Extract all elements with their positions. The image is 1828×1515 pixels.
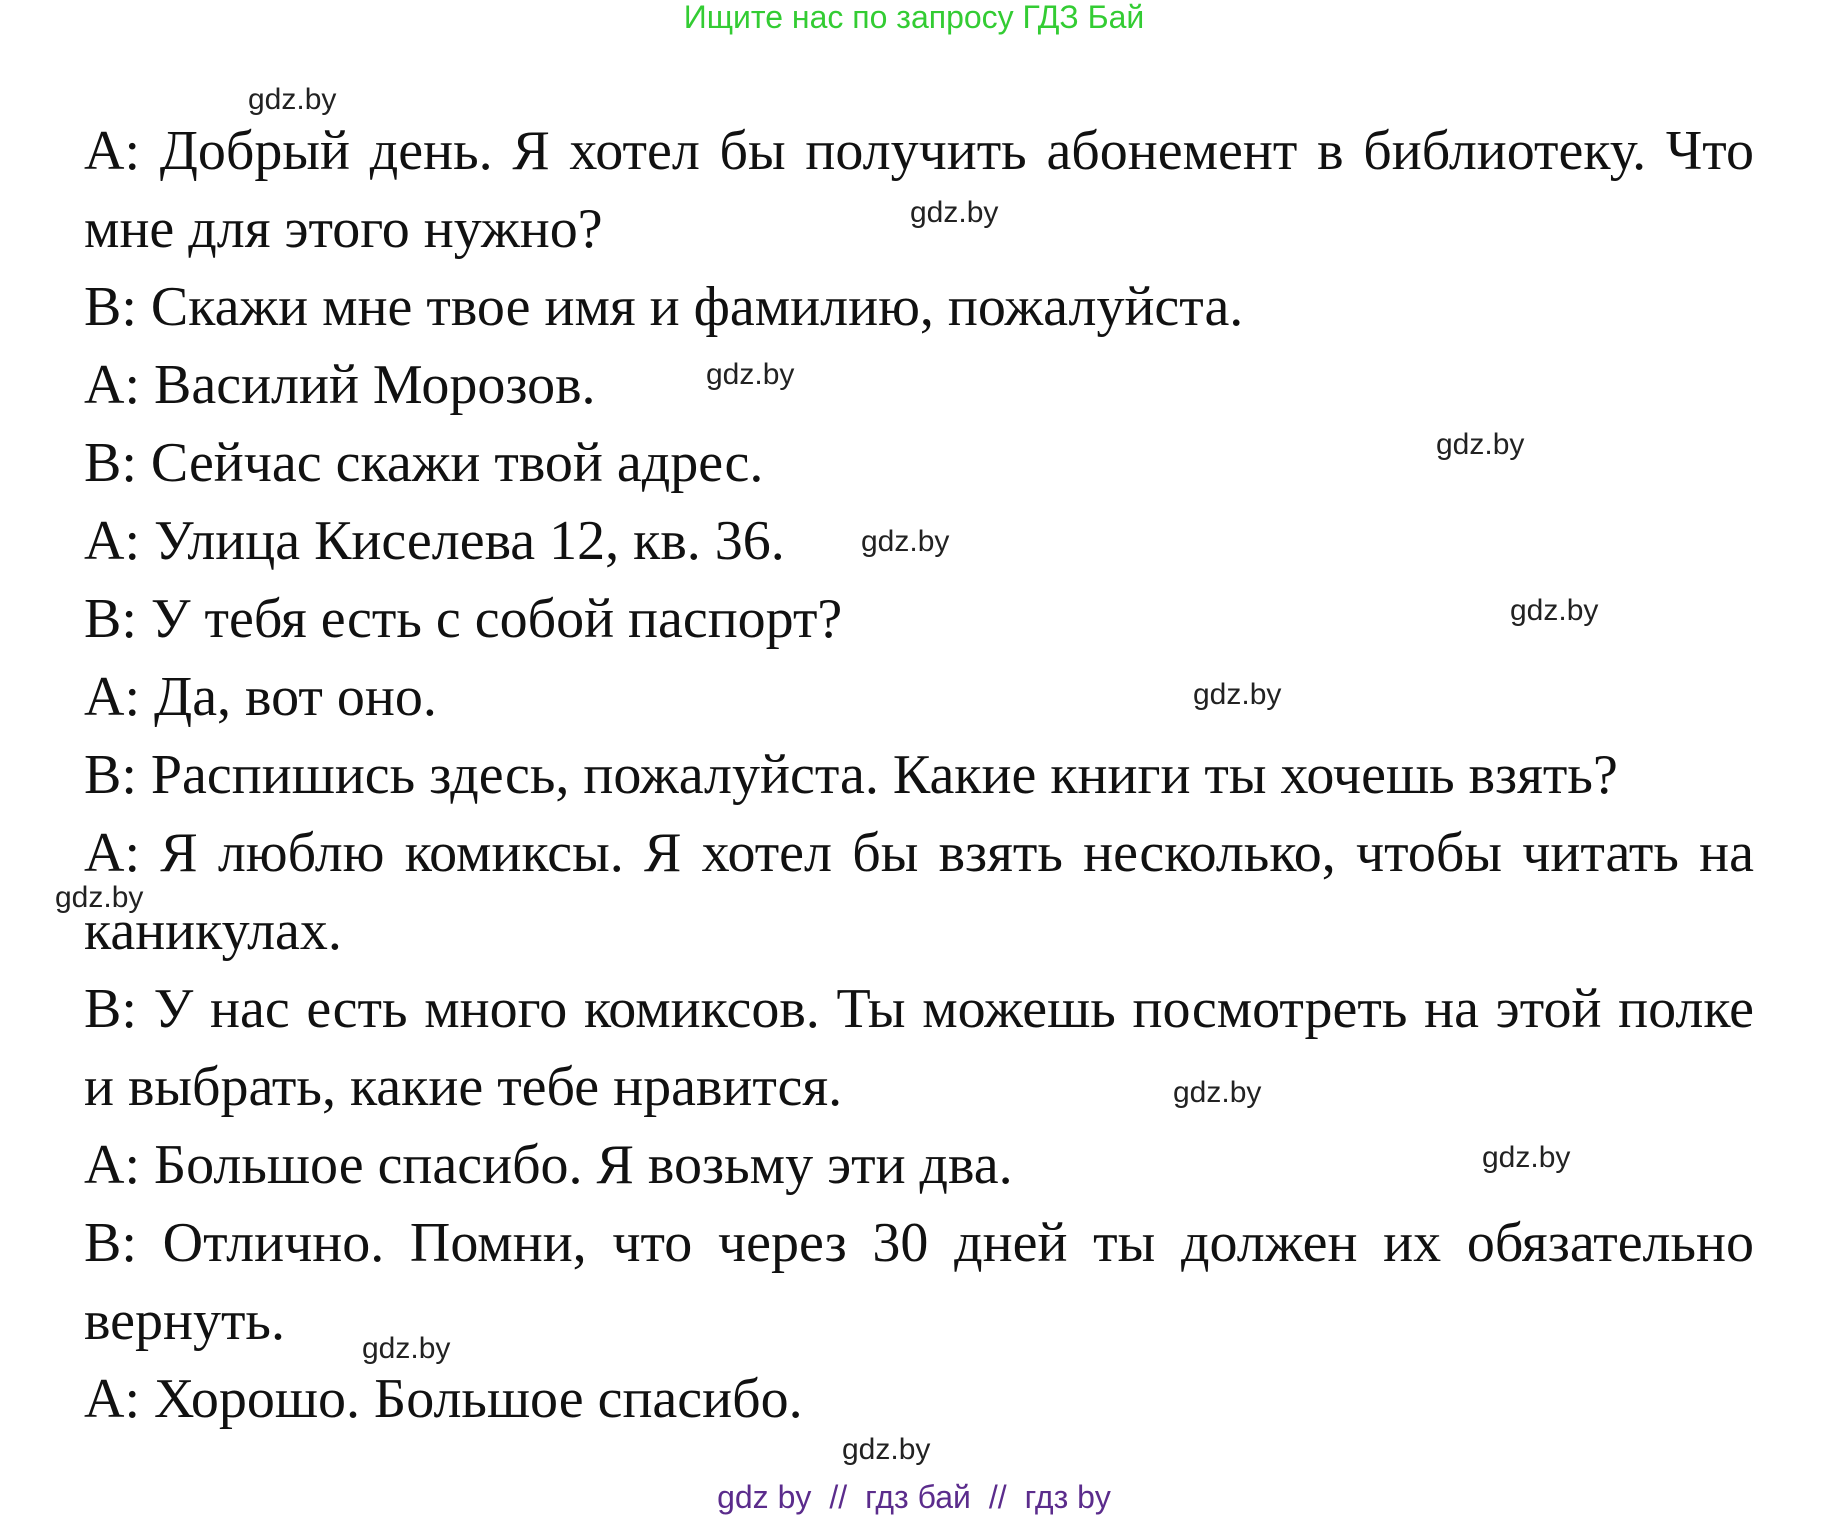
watermark: gdz.by [1510,594,1599,627]
footer-link-gdz-bai[interactable]: гдз бай [865,1479,971,1515]
watermark: gdz.by [1436,428,1525,461]
dialogue-line: B: Скажи мне твое имя и фамилию, пожалуйста. [84,276,1244,338]
dialogue-line: B: Распишись здесь, пожалуйста. Какие книги ты хочешь взять? [84,744,1618,806]
dialogue-line: A: Улица Киселева 12, кв. 36. [84,510,785,572]
dialogue-line: A: Да, вот оно. [84,666,437,728]
watermark: gdz.by [248,83,337,116]
search-banner: Ищите нас по запросу ГДЗ Бай [683,0,1145,35]
dialogue-line: B: Отлично. Помни, что через 30 дней ты должен их обязательно вернуть. [84,1212,1754,1352]
dialogue-line: A: Большое спасибо. Я возьму эти два. [84,1134,1013,1196]
watermark: gdz.by [910,196,999,229]
footer-link-gdz-by-cyr[interactable]: гдз by [1024,1479,1111,1515]
watermark: gdz.by [362,1332,451,1365]
footer-separator: // [829,1479,848,1515]
watermark: gdz.by [55,881,144,914]
footer-link-gdz-by[interactable]: gdz by [717,1479,812,1515]
dialogue-line: B: У нас есть много комиксов. Ты можешь посмотреть на этой полке и выбрать, какие тебе нравится. [84,978,1754,1118]
footer-links [0,1480,1828,1514]
dialogue-line: A: Добрый день. Я хотел бы получить абонемент в библиотеку. Что мне для этого нужно? [84,120,1754,260]
watermark: gdz.by [706,358,795,391]
watermark: gdz.by [1482,1141,1571,1174]
watermark: gdz.by [861,525,950,558]
watermark: gdz.by [842,1433,931,1466]
dialogue-line: A: Хорошо. Большое спасибо. [84,1368,803,1430]
dialogue-line: B: Сейчас скажи твой адрес. [84,432,764,494]
dialogue-line: A: Я люблю комиксы. Я хотел бы взять несколько, чтобы читать на каникулах. [84,822,1754,962]
footer-separator: // [988,1479,1007,1515]
dialogue-text [84,112,1754,1438]
watermark: gdz.by [1193,678,1282,711]
watermark: gdz.by [1173,1076,1262,1109]
dialogue-line: A: Василий Морозов. [84,354,596,416]
dialogue-line: B: У тебя есть с собой паспорт? [84,588,843,650]
